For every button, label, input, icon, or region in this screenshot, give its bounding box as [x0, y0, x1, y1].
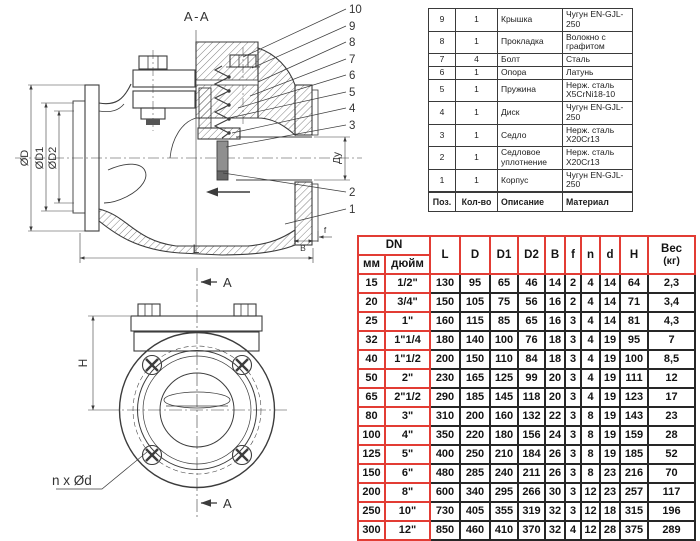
dim-value-cell: 3 — [565, 407, 581, 426]
dim-value-cell: 118 — [518, 388, 545, 407]
bonnet-plate-upper — [133, 70, 195, 87]
dim-label-H: H — [76, 358, 90, 368]
dim-value-cell: 145 — [490, 388, 518, 407]
seat — [217, 141, 228, 171]
dim-value-cell: 266 — [518, 483, 545, 502]
front-view — [52, 268, 288, 518]
dim-value-cell: 20 — [545, 369, 565, 388]
callout-3: 3 — [349, 120, 356, 132]
parts-desc-cell: Седловое уплотнение — [498, 147, 563, 170]
dims-table-row — [358, 274, 695, 293]
dims-table-row — [358, 445, 695, 464]
dn-mm-cell: 300 — [358, 521, 385, 540]
dn-inch-cell: 10" — [385, 502, 430, 521]
dim-value-cell: 216 — [620, 464, 648, 483]
dn-inch-cell: 1"1/2 — [385, 350, 430, 369]
parts-header-mat: Материал — [563, 192, 633, 212]
dim-value-cell: 110 — [490, 350, 518, 369]
dim-value-cell: 2 — [565, 293, 581, 312]
dim-value-cell: 180 — [430, 331, 460, 350]
dim-value-cell: 196 — [648, 502, 695, 521]
dim-value-cell: 3 — [565, 502, 581, 521]
section-arrow-bottom: A — [223, 496, 232, 511]
dn-inch-cell: 4" — [385, 426, 430, 445]
dim-value-cell: 4 — [581, 293, 600, 312]
dim-value-cell: 600 — [430, 483, 460, 502]
parts-material-cell: Чугун EN-GJL-250 — [563, 169, 633, 192]
dim-value-cell: 14 — [600, 312, 620, 331]
dim-value-cell: 84 — [518, 350, 545, 369]
right-flange-lower — [295, 182, 312, 245]
callout-9: 9 — [349, 21, 356, 33]
dn-mm-cell: 25 — [358, 312, 385, 331]
dims-header-H: H — [620, 236, 648, 274]
parts-desc-cell: Диск — [498, 102, 563, 125]
dim-value-cell: 3 — [565, 445, 581, 464]
parts-qty-cell: 1 — [456, 169, 498, 192]
section-arrow-top: A — [223, 275, 232, 290]
parts-desc-cell: Крышка — [498, 9, 563, 32]
dim-value-cell: 12 — [581, 483, 600, 502]
dims-table-row — [358, 407, 695, 426]
parts-material-cell: Чугун EN-GJL-250 — [563, 102, 633, 125]
dim-value-cell: 159 — [620, 426, 648, 445]
dn-mm-cell: 80 — [358, 407, 385, 426]
dim-value-cell: 140 — [460, 331, 490, 350]
dn-mm-cell: 100 — [358, 426, 385, 445]
dim-value-cell: 115 — [460, 312, 490, 331]
dim-value-cell: 375 — [620, 521, 648, 540]
parts-qty-cell: 1 — [456, 124, 498, 147]
callout-1: 1 — [349, 204, 356, 216]
parts-table-row — [429, 66, 633, 79]
dims-header-D1: D1 — [490, 236, 518, 274]
right-flange-upper — [295, 85, 312, 135]
parts-table-row — [429, 147, 633, 170]
seat-seal — [217, 171, 228, 180]
parts-pos-cell: 3 — [429, 124, 456, 147]
dim-value-cell: 400 — [430, 445, 460, 464]
dim-value-cell: 12 — [648, 369, 695, 388]
dim-value-cell: 370 — [518, 521, 545, 540]
parts-table-row — [429, 102, 633, 125]
dim-value-cell: 14 — [545, 274, 565, 293]
dim-value-cell: 850 — [430, 521, 460, 540]
dims-header-n: n — [581, 236, 600, 274]
dim-value-cell: 76 — [518, 331, 545, 350]
dim-value-cell: 64 — [620, 274, 648, 293]
dim-value-cell: 184 — [518, 445, 545, 464]
dim-value-cell: 65 — [490, 274, 518, 293]
dims-header-inch: дюйм — [385, 255, 430, 274]
dim-value-cell: 3 — [565, 388, 581, 407]
dim-value-cell: 16 — [545, 312, 565, 331]
dim-label-f: f — [323, 225, 327, 235]
dn-inch-cell: 5" — [385, 445, 430, 464]
dim-value-cell: 125 — [490, 369, 518, 388]
callout-4: 4 — [349, 103, 356, 115]
weight-unit-label: (кг) — [663, 254, 680, 267]
dn-inch-cell: 1"1/4 — [385, 331, 430, 350]
dim-value-cell: 200 — [430, 350, 460, 369]
parts-pos-cell: 9 — [429, 9, 456, 32]
dim-value-cell: 26 — [545, 464, 565, 483]
parts-material-cell: Чугун EN-GJL-250 — [563, 9, 633, 32]
dim-value-cell: 19 — [600, 369, 620, 388]
dim-value-cell: 2,3 — [648, 274, 695, 293]
dn-inch-cell: 3" — [385, 407, 430, 426]
dim-value-cell: 290 — [430, 388, 460, 407]
dim-value-cell: 3 — [565, 483, 581, 502]
dim-value-cell: 19 — [600, 445, 620, 464]
dim-value-cell: 132 — [518, 407, 545, 426]
parts-qty-cell: 1 — [456, 66, 498, 79]
dims-header-f: f — [565, 236, 581, 274]
dims-header-row-1 — [358, 236, 695, 255]
dim-value-cell: 28 — [648, 426, 695, 445]
dim-value-cell: 123 — [620, 388, 648, 407]
dim-value-cell: 16 — [545, 293, 565, 312]
left-flange-raised-face — [73, 101, 85, 213]
callout-numbers — [349, 4, 362, 216]
parts-table-row — [429, 54, 633, 67]
dim-value-cell: 46 — [518, 274, 545, 293]
parts-material-cell: Сталь — [563, 54, 633, 67]
parts-material-cell: Нерж. сталь X20Cr13 — [563, 124, 633, 147]
dim-value-cell: 315 — [620, 502, 648, 521]
callout-2: 2 — [349, 187, 356, 199]
dim-value-cell: 19 — [600, 407, 620, 426]
dims-header-mm: мм — [358, 255, 385, 274]
dim-value-cell: 18 — [545, 350, 565, 369]
parts-pos-cell: 5 — [429, 79, 456, 102]
dim-value-cell: 3 — [565, 464, 581, 483]
dim-value-cell: 71 — [620, 293, 648, 312]
cover-right-section — [258, 48, 295, 135]
dim-value-cell: 32 — [545, 521, 565, 540]
parts-header-qty: Кол-во — [456, 192, 498, 212]
dims-header-D2: D2 — [518, 236, 545, 274]
bonnet-front-upper — [131, 316, 262, 331]
dim-value-cell: 230 — [430, 369, 460, 388]
dim-value-cell: 143 — [620, 407, 648, 426]
dim-value-cell: 185 — [460, 388, 490, 407]
bonnet-bolt-right — [234, 304, 256, 316]
dims-header-D: D — [460, 236, 490, 274]
callout-5: 5 — [349, 87, 356, 99]
parts-qty-cell: 1 — [456, 9, 498, 32]
dim-value-cell: 70 — [648, 464, 695, 483]
dim-value-cell: 12 — [581, 521, 600, 540]
dim-value-cell: 22 — [545, 407, 565, 426]
parts-table-row — [429, 79, 633, 102]
dim-value-cell: 340 — [460, 483, 490, 502]
dim-value-cell: 30 — [545, 483, 565, 502]
parts-header-pos: Поз. — [429, 192, 456, 212]
dim-value-cell: 99 — [518, 369, 545, 388]
dim-label-d: ØD — [19, 149, 31, 167]
dn-inch-cell: 2"1/2 — [385, 388, 430, 407]
parts-qty-cell: 1 — [456, 31, 498, 54]
dim-value-cell: 17 — [648, 388, 695, 407]
dim-value-cell: 111 — [620, 369, 648, 388]
parts-material-cell: Волокно с графитом — [563, 31, 633, 54]
dim-value-cell: 117 — [648, 483, 695, 502]
dn-mm-cell: 32 — [358, 331, 385, 350]
dim-value-cell: 100 — [490, 331, 518, 350]
dn-inch-cell: 6" — [385, 464, 430, 483]
parts-pos-cell: 6 — [429, 66, 456, 79]
dim-value-cell: 65 — [518, 312, 545, 331]
dims-table-row — [358, 350, 695, 369]
dim-value-cell: 8 — [581, 407, 600, 426]
dim-value-cell: 257 — [620, 483, 648, 502]
dn-inch-cell: 8" — [385, 483, 430, 502]
dn-mm-cell: 125 — [358, 445, 385, 464]
dim-value-cell: 130 — [430, 274, 460, 293]
dn-inch-cell: 1/2" — [385, 274, 430, 293]
dn-mm-cell: 40 — [358, 350, 385, 369]
dn-mm-cell: 150 — [358, 464, 385, 483]
dim-value-cell: 14 — [600, 274, 620, 293]
dim-value-cell: 95 — [460, 274, 490, 293]
dn-mm-cell: 200 — [358, 483, 385, 502]
dn-mm-cell: 50 — [358, 369, 385, 388]
dim-value-cell: 14 — [600, 293, 620, 312]
dim-value-cell: 355 — [490, 502, 518, 521]
dim-value-cell: 18 — [600, 502, 620, 521]
dim-value-cell: 19 — [600, 350, 620, 369]
bonnet-plate-lower — [133, 91, 195, 108]
section-view-title: A-A — [183, 9, 211, 24]
dim-value-cell: 410 — [490, 521, 518, 540]
dim-value-cell: 211 — [518, 464, 545, 483]
dim-value-cell: 350 — [430, 426, 460, 445]
dn-mm-cell: 20 — [358, 293, 385, 312]
dims-header-dn: DN — [358, 236, 430, 255]
weight-label: Вес — [661, 243, 682, 256]
dim-value-cell: 285 — [460, 464, 490, 483]
dims-table-row — [358, 464, 695, 483]
parts-material-cell: Латунь — [563, 66, 633, 79]
dim-value-cell: 19 — [600, 331, 620, 350]
dim-value-cell: 3 — [565, 331, 581, 350]
dim-value-cell: 156 — [518, 426, 545, 445]
dim-value-cell: 81 — [620, 312, 648, 331]
dim-label-du: Ду — [332, 152, 343, 164]
dim-value-cell: 3,4 — [648, 293, 695, 312]
callout-8: 8 — [349, 37, 356, 49]
dim-value-cell: 250 — [460, 445, 490, 464]
dim-value-cell: 18 — [545, 331, 565, 350]
parts-material-cell: Нерж. сталь X20Cr13 — [563, 147, 633, 170]
dim-value-cell: 23 — [648, 407, 695, 426]
dim-value-cell: 3 — [565, 312, 581, 331]
dim-label-d1: ØD1 — [34, 146, 46, 170]
dim-value-cell: 4 — [581, 388, 600, 407]
dim-value-cell: 3 — [565, 369, 581, 388]
dim-label-B: B — [300, 243, 306, 253]
bonnet-bolt-left — [138, 304, 160, 316]
parts-table-header-row — [429, 192, 633, 212]
parts-pos-cell: 2 — [429, 147, 456, 170]
parts-qty-cell: 4 — [456, 54, 498, 67]
dim-value-cell: 4,3 — [648, 312, 695, 331]
parts-pos-cell: 4 — [429, 102, 456, 125]
dn-inch-cell: 12" — [385, 521, 430, 540]
dim-value-cell: 32 — [545, 502, 565, 521]
dim-value-cell: 23 — [600, 483, 620, 502]
parts-desc-cell: Опора — [498, 66, 563, 79]
callout-10: 10 — [349, 4, 362, 16]
dim-value-cell: 4 — [581, 331, 600, 350]
parts-table-row — [429, 31, 633, 54]
dims-table-row — [358, 312, 695, 331]
parts-pos-cell: 1 — [429, 169, 456, 192]
dims-table-row — [358, 331, 695, 350]
dim-value-cell: 8 — [581, 426, 600, 445]
dim-value-cell: 200 — [460, 407, 490, 426]
dims-table-row — [358, 502, 695, 521]
dim-value-cell: 180 — [490, 426, 518, 445]
dims-table-row — [358, 369, 695, 388]
dn-mm-cell: 65 — [358, 388, 385, 407]
dims-header-B: B — [545, 236, 565, 274]
dn-inch-cell: 3/4" — [385, 293, 430, 312]
dims-table-row — [358, 293, 695, 312]
dim-value-cell: 12 — [581, 502, 600, 521]
parts-table-row — [429, 124, 633, 147]
callout-7: 7 — [349, 54, 356, 66]
bonnet-front-lower — [134, 332, 259, 351]
dim-value-cell: 4 — [565, 521, 581, 540]
bolt-holes-label: n x Ød — [52, 473, 92, 488]
dims-header-d: d — [600, 236, 620, 274]
dim-value-cell: 3 — [565, 426, 581, 445]
dim-value-cell: 4 — [581, 350, 600, 369]
dims-header-L: L — [430, 236, 460, 274]
parts-qty-cell: 1 — [456, 147, 498, 170]
dim-value-cell: 730 — [430, 502, 460, 521]
dims-header-weight — [648, 236, 695, 274]
parts-desc-cell: Прокладка — [498, 31, 563, 54]
gasket — [196, 80, 258, 85]
dim-value-cell: 20 — [545, 388, 565, 407]
dim-value-cell: 480 — [430, 464, 460, 483]
dim-value-cell: 7 — [648, 331, 695, 350]
dim-value-cell: 23 — [600, 464, 620, 483]
dim-value-cell: 56 — [518, 293, 545, 312]
dim-value-cell: 240 — [490, 464, 518, 483]
section-view — [15, 4, 362, 263]
parts-table — [428, 8, 633, 212]
dim-value-cell: 8,5 — [648, 350, 695, 369]
dim-value-cell: 160 — [490, 407, 518, 426]
dim-value-cell: 2 — [565, 274, 581, 293]
dim-value-cell: 8 — [581, 464, 600, 483]
dim-value-cell: 100 — [620, 350, 648, 369]
dim-value-cell: 150 — [460, 350, 490, 369]
dim-value-cell: 289 — [648, 521, 695, 540]
dim-value-cell: 165 — [460, 369, 490, 388]
dn-inch-cell: 1" — [385, 312, 430, 331]
parts-pos-cell: 8 — [429, 31, 456, 54]
parts-desc-cell: Седло — [498, 124, 563, 147]
dim-value-cell: 52 — [648, 445, 695, 464]
dim-value-cell: 85 — [490, 312, 518, 331]
parts-pos-cell: 7 — [429, 54, 456, 67]
disc — [198, 128, 240, 139]
parts-desc-cell: Корпус — [498, 169, 563, 192]
dim-value-cell: 26 — [545, 445, 565, 464]
dim-value-cell: 4 — [581, 312, 600, 331]
dim-value-cell: 28 — [600, 521, 620, 540]
parts-desc-cell: Болт — [498, 54, 563, 67]
parts-qty-cell: 1 — [456, 79, 498, 102]
dim-value-cell: 405 — [460, 502, 490, 521]
dim-value-cell: 460 — [460, 521, 490, 540]
dim-value-cell: 4 — [581, 274, 600, 293]
dn-mm-cell: 250 — [358, 502, 385, 521]
dim-value-cell: 24 — [545, 426, 565, 445]
dim-value-cell: 4 — [581, 369, 600, 388]
dims-table-row — [358, 426, 695, 445]
dim-value-cell: 8 — [581, 445, 600, 464]
dim-label-d2: ØD2 — [47, 146, 59, 170]
dim-value-cell: 220 — [460, 426, 490, 445]
callout-6: 6 — [349, 70, 356, 82]
dims-table-row — [358, 388, 695, 407]
dim-value-cell: 19 — [600, 388, 620, 407]
dim-value-cell: 95 — [620, 331, 648, 350]
dim-value-cell: 75 — [490, 293, 518, 312]
dim-value-cell: 19 — [600, 426, 620, 445]
support-guide — [199, 88, 211, 128]
dn-inch-cell: 2" — [385, 369, 430, 388]
dim-value-cell: 185 — [620, 445, 648, 464]
dim-value-cell: 210 — [490, 445, 518, 464]
dims-table-row — [358, 483, 695, 502]
dim-value-cell: 319 — [518, 502, 545, 521]
parts-desc-cell: Пружина — [498, 79, 563, 102]
dim-label-L: L — [192, 242, 200, 256]
parts-table-row — [429, 9, 633, 32]
dim-value-cell: 105 — [460, 293, 490, 312]
dim-value-cell: 160 — [430, 312, 460, 331]
parts-header-desc: Описание — [498, 192, 563, 212]
dimensions-table — [357, 235, 696, 541]
parts-material-cell: Нерж. сталь X5CrNi18-10 — [563, 79, 633, 102]
dn-mm-cell: 15 — [358, 274, 385, 293]
dim-value-cell: 295 — [490, 483, 518, 502]
dim-value-cell: 310 — [430, 407, 460, 426]
dim-value-cell: 150 — [430, 293, 460, 312]
parts-table-row — [429, 169, 633, 192]
parts-qty-cell: 1 — [456, 102, 498, 125]
dim-value-cell: 3 — [565, 350, 581, 369]
dims-table-row — [358, 521, 695, 540]
